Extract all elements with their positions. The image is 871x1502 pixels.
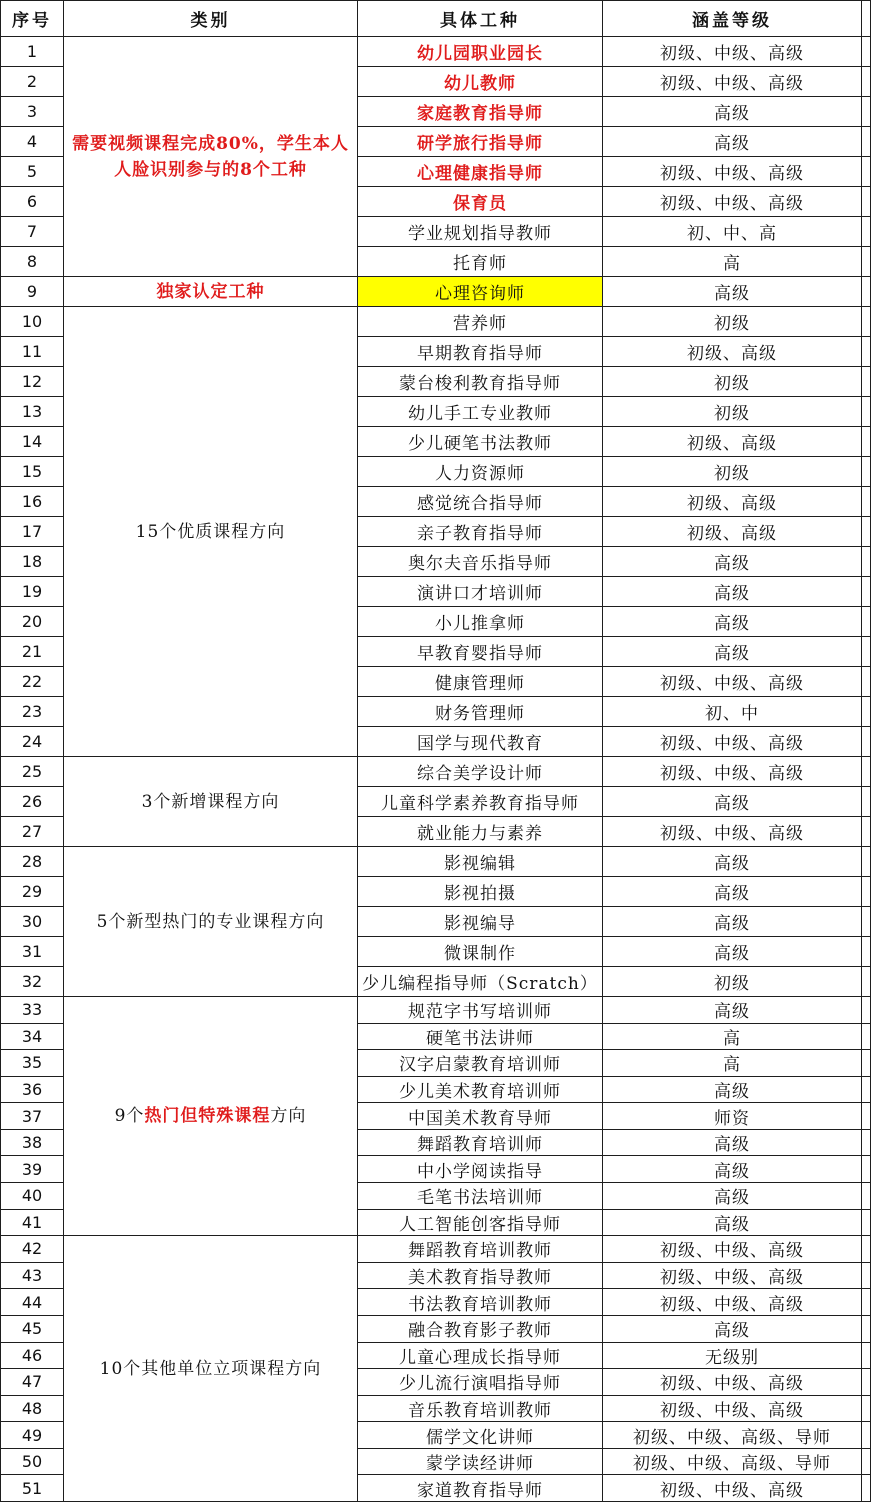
extra-column-cell — [862, 457, 871, 487]
extra-column-cell — [862, 67, 871, 97]
job-name: 家庭教育指导师 — [358, 97, 603, 127]
row-index: 13 — [0, 397, 64, 427]
row-index: 9 — [0, 277, 64, 307]
category-cell: 需要视频课程完成80%，学生本人人脸识别参与的8个工种 — [64, 37, 358, 277]
job-level: 高 — [603, 1024, 862, 1051]
extra-column-cell — [862, 1130, 871, 1157]
extra-column-cell — [862, 667, 871, 697]
extra-column-cell — [862, 847, 871, 877]
category-cell — [64, 997, 358, 1236]
job-level: 高级 — [603, 1130, 862, 1157]
job-level: 高级 — [603, 607, 862, 637]
job-name: 国学与现代教育 — [358, 727, 603, 757]
job-name: 营养师 — [358, 307, 603, 337]
extra-column-cell — [862, 607, 871, 637]
job-name: 儿童科学素养教育指导师 — [358, 787, 603, 817]
row-index: 42 — [0, 1236, 64, 1263]
extra-column-cell — [862, 937, 871, 967]
job-level: 初级 — [603, 967, 862, 997]
job-level: 高级 — [603, 1210, 862, 1237]
job-level: 初级、高级 — [603, 487, 862, 517]
job-name: 少儿编程指导师（Scratch） — [358, 967, 603, 997]
job-name: 奥尔夫音乐指导师 — [358, 547, 603, 577]
job-level: 初级、中级、高级 — [603, 37, 862, 67]
extra-column-cell — [862, 427, 871, 457]
row-index: 1 — [0, 37, 64, 67]
job-level: 初级、中级、高级 — [603, 187, 862, 217]
job-level: 初级 — [603, 367, 862, 397]
job-name: 汉字启蒙教育培训师 — [358, 1050, 603, 1077]
job-level: 高级 — [603, 97, 862, 127]
job-level: 初级、中级、高级 — [603, 727, 862, 757]
extra-column-cell — [862, 547, 871, 577]
job-name: 融合教育影子教师 — [358, 1316, 603, 1343]
row-index: 11 — [0, 337, 64, 367]
job-name: 研学旅行指导师 — [358, 127, 603, 157]
row-index: 12 — [0, 367, 64, 397]
job-name: 感觉统合指导师 — [358, 487, 603, 517]
row-index: 43 — [0, 1263, 64, 1290]
row-index: 3 — [0, 97, 64, 127]
job-name: 亲子教育指导师 — [358, 517, 603, 547]
category-cell: 独家认定工种 — [64, 277, 358, 307]
row-index: 29 — [0, 877, 64, 907]
job-level: 无级别 — [603, 1343, 862, 1370]
extra-column-cell — [862, 367, 871, 397]
job-name: 少儿流行演唱指导师 — [358, 1369, 603, 1396]
job-name: 综合美学设计师 — [358, 757, 603, 787]
job-level: 初级、中级、高级 — [603, 817, 862, 847]
job-level: 高级 — [603, 1077, 862, 1104]
category-cell: 15个优质课程方向 — [64, 307, 358, 757]
extra-column-cell — [862, 1156, 871, 1183]
row-index: 33 — [0, 997, 64, 1024]
extra-column-cell — [862, 247, 871, 277]
job-name: 心理咨询师 — [358, 277, 603, 307]
row-index: 20 — [0, 607, 64, 637]
job-level: 初级、中级、高级 — [603, 157, 862, 187]
row-index: 22 — [0, 667, 64, 697]
job-name: 少儿硬笔书法教师 — [358, 427, 603, 457]
row-index: 41 — [0, 1210, 64, 1237]
job-level: 高级 — [603, 877, 862, 907]
job-name: 蒙台梭利教育指导师 — [358, 367, 603, 397]
row-index: 45 — [0, 1316, 64, 1343]
job-level: 初级、中级、高级 — [603, 1236, 862, 1263]
job-name: 小儿推拿师 — [358, 607, 603, 637]
job-name: 人工智能创客指导师 — [358, 1210, 603, 1237]
job-level: 初级、高级 — [603, 517, 862, 547]
row-index: 30 — [0, 907, 64, 937]
extra-column-header — [862, 0, 871, 37]
job-level: 高级 — [603, 787, 862, 817]
job-name: 早期教育指导师 — [358, 337, 603, 367]
row-index: 50 — [0, 1449, 64, 1476]
row-index: 18 — [0, 547, 64, 577]
extra-column-cell — [862, 1289, 871, 1316]
job-level: 初、中 — [603, 697, 862, 727]
job-name: 美术教育指导教师 — [358, 1263, 603, 1290]
category-cell: 10个其他单位立项课程方向 — [64, 1236, 358, 1502]
job-level: 高级 — [603, 1156, 862, 1183]
row-index: 25 — [0, 757, 64, 787]
job-name: 人力资源师 — [358, 457, 603, 487]
extra-column-cell — [862, 1343, 871, 1370]
row-index: 24 — [0, 727, 64, 757]
extra-column-cell — [862, 277, 871, 307]
job-name: 家道教育指导师 — [358, 1475, 603, 1502]
job-level: 初级、中级、高级 — [603, 1289, 862, 1316]
job-name: 少儿美术教育培训师 — [358, 1077, 603, 1104]
extra-column-cell — [862, 877, 871, 907]
extra-column-cell — [862, 787, 871, 817]
job-name: 影视拍摄 — [358, 877, 603, 907]
row-index: 46 — [0, 1343, 64, 1370]
extra-column-cell — [862, 517, 871, 547]
extra-column-cell — [862, 127, 871, 157]
job-name: 幼儿手工专业教师 — [358, 397, 603, 427]
row-index: 39 — [0, 1156, 64, 1183]
extra-column-cell — [862, 1396, 871, 1423]
category-cell: 3个新增课程方向 — [64, 757, 358, 847]
job-name: 书法教育培训教师 — [358, 1289, 603, 1316]
row-index: 21 — [0, 637, 64, 667]
job-name: 规范字书写培训师 — [358, 997, 603, 1024]
extra-column-cell — [862, 397, 871, 427]
extra-column-cell — [862, 1024, 871, 1051]
job-name: 音乐教育培训教师 — [358, 1396, 603, 1423]
job-name: 幼儿园职业园长 — [358, 37, 603, 67]
job-name: 影视编辑 — [358, 847, 603, 877]
job-name: 健康管理师 — [358, 667, 603, 697]
job-level: 高级 — [603, 847, 862, 877]
job-level: 高级 — [603, 127, 862, 157]
job-level: 初级、中级、高级 — [603, 1475, 862, 1502]
job-name: 就业能力与素养 — [358, 817, 603, 847]
job-level: 高级 — [603, 1316, 862, 1343]
job-level: 初级 — [603, 307, 862, 337]
row-index: 32 — [0, 967, 64, 997]
extra-column-cell — [862, 997, 871, 1024]
row-index: 44 — [0, 1289, 64, 1316]
extra-column-cell — [862, 1077, 871, 1104]
extra-column-cell — [862, 1263, 871, 1290]
job-level: 高级 — [603, 547, 862, 577]
extra-column-cell — [862, 337, 871, 367]
job-name: 演讲口才培训师 — [358, 577, 603, 607]
job-level: 高级 — [603, 907, 862, 937]
job-level: 高级 — [603, 277, 862, 307]
extra-column-cell — [862, 637, 871, 667]
row-index: 4 — [0, 127, 64, 157]
extra-column-cell — [862, 187, 871, 217]
row-index: 40 — [0, 1183, 64, 1210]
extra-column-cell — [862, 97, 871, 127]
row-index: 2 — [0, 67, 64, 97]
job-level: 高级 — [603, 937, 862, 967]
row-index: 49 — [0, 1422, 64, 1449]
extra-column-cell — [862, 1316, 871, 1343]
row-index: 8 — [0, 247, 64, 277]
extra-column-cell — [862, 1103, 871, 1130]
job-name: 舞蹈教育培训教师 — [358, 1236, 603, 1263]
job-level: 高 — [603, 247, 862, 277]
category-text: 9个 — [114, 1106, 145, 1127]
row-index: 14 — [0, 427, 64, 457]
extra-column-cell — [862, 1050, 871, 1077]
row-index: 5 — [0, 157, 64, 187]
row-index: 31 — [0, 937, 64, 967]
job-name: 心理健康指导师 — [358, 157, 603, 187]
extra-column-cell — [862, 1369, 871, 1396]
row-index: 51 — [0, 1475, 64, 1502]
row-index: 27 — [0, 817, 64, 847]
job-name: 微课制作 — [358, 937, 603, 967]
extra-column-cell — [862, 577, 871, 607]
row-index: 15 — [0, 457, 64, 487]
job-name: 保育员 — [358, 187, 603, 217]
row-index: 37 — [0, 1103, 64, 1130]
row-index: 17 — [0, 517, 64, 547]
job-name: 学业规划指导教师 — [358, 217, 603, 247]
job-name: 中小学阅读指导 — [358, 1156, 603, 1183]
category-text: 方向 — [270, 1106, 307, 1127]
job-name: 儿童心理成长指导师 — [358, 1343, 603, 1370]
job-level: 初级、中级、高级、导师 — [603, 1422, 862, 1449]
extra-column-cell — [862, 817, 871, 847]
job-level: 初级、中级、高级 — [603, 757, 862, 787]
row-index: 26 — [0, 787, 64, 817]
job-level: 初级、中级、高级 — [603, 667, 862, 697]
job-level: 初级、中级、高级 — [603, 1263, 862, 1290]
extra-column-cell — [862, 757, 871, 787]
extra-column-cell — [862, 1210, 871, 1237]
row-index: 38 — [0, 1130, 64, 1157]
header-category: 类别 — [64, 0, 358, 37]
extra-column-cell — [862, 907, 871, 937]
job-name: 中国美术教育导师 — [358, 1103, 603, 1130]
job-name: 幼儿教师 — [358, 67, 603, 97]
job-level: 初级、中级、高级 — [603, 1369, 862, 1396]
extra-column-cell — [862, 307, 871, 337]
extra-column-cell — [862, 697, 871, 727]
row-index: 10 — [0, 307, 64, 337]
extra-column-cell — [862, 37, 871, 67]
job-level: 初级、高级 — [603, 427, 862, 457]
job-name: 蒙学读经讲师 — [358, 1449, 603, 1476]
row-index: 47 — [0, 1369, 64, 1396]
header-level: 涵盖等级 — [603, 0, 862, 37]
row-index: 23 — [0, 697, 64, 727]
extra-column-cell — [862, 1236, 871, 1263]
extra-column-cell — [862, 1422, 871, 1449]
extra-column-cell — [862, 487, 871, 517]
job-name: 财务管理师 — [358, 697, 603, 727]
job-level: 高级 — [603, 997, 862, 1024]
extra-column-cell — [862, 217, 871, 247]
row-index: 16 — [0, 487, 64, 517]
job-level: 初级 — [603, 457, 862, 487]
job-level: 高级 — [603, 577, 862, 607]
category-highlight-text: 热门但特殊课程 — [144, 1106, 271, 1127]
extra-column-cell — [862, 967, 871, 997]
job-name: 影视编导 — [358, 907, 603, 937]
row-index: 28 — [0, 847, 64, 877]
extra-column-cell — [862, 1475, 871, 1502]
header-index: 序号 — [0, 0, 64, 37]
extra-column-cell — [862, 1183, 871, 1210]
category-cell: 5个新型热门的专业课程方向 — [64, 847, 358, 997]
job-level: 初级、中级、高级 — [603, 1396, 862, 1423]
job-level: 初级 — [603, 397, 862, 427]
job-level: 初、中、高 — [603, 217, 862, 247]
job-name: 毛笔书法培训师 — [358, 1183, 603, 1210]
job-level: 师资 — [603, 1103, 862, 1130]
extra-column-cell — [862, 1449, 871, 1476]
job-name: 早教育婴指导师 — [358, 637, 603, 667]
job-name: 舞蹈教育培训师 — [358, 1130, 603, 1157]
job-level: 高 — [603, 1050, 862, 1077]
row-index: 34 — [0, 1024, 64, 1051]
extra-column-cell — [862, 157, 871, 187]
job-name: 硬笔书法讲师 — [358, 1024, 603, 1051]
job-name: 托育师 — [358, 247, 603, 277]
row-index: 7 — [0, 217, 64, 247]
row-index: 19 — [0, 577, 64, 607]
extra-column-cell — [862, 727, 871, 757]
job-level: 初级、高级 — [603, 337, 862, 367]
header-job: 具体工种 — [358, 0, 603, 37]
job-level: 初级、中级、高级 — [603, 67, 862, 97]
row-index: 6 — [0, 187, 64, 217]
job-level: 初级、中级、高级、导师 — [603, 1449, 862, 1476]
row-index: 48 — [0, 1396, 64, 1423]
job-level: 高级 — [603, 1183, 862, 1210]
job-level: 高级 — [603, 637, 862, 667]
row-index: 36 — [0, 1077, 64, 1104]
job-name: 儒学文化讲师 — [358, 1422, 603, 1449]
row-index: 35 — [0, 1050, 64, 1077]
